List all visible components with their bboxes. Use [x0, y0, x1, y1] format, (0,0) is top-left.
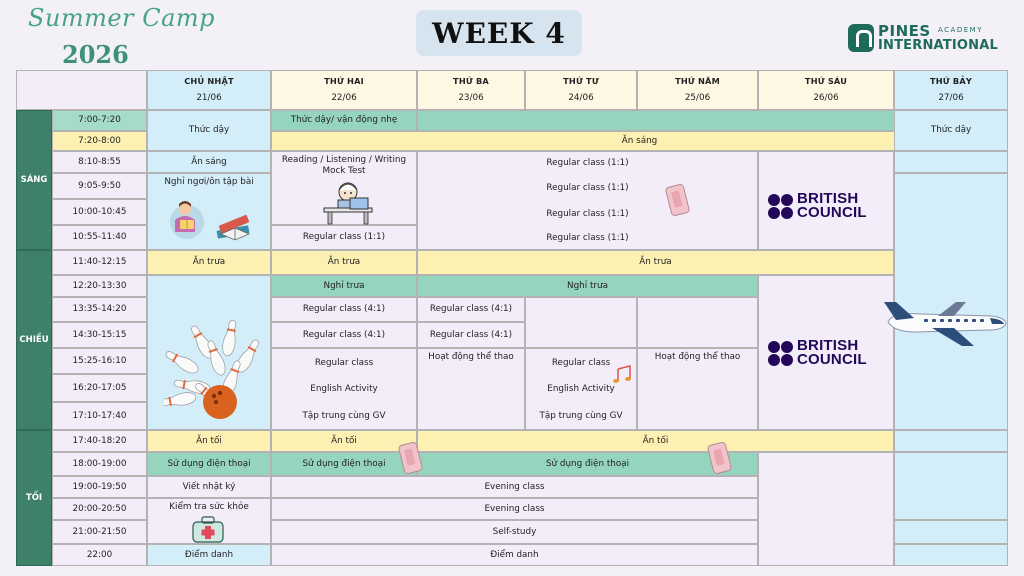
day-date: 24/06 [568, 93, 594, 104]
day-name: THỨ SÁU [804, 75, 848, 86]
day-date: 26/06 [813, 93, 839, 104]
time-slot [52, 430, 147, 452]
cell-text: 9:05-9:50 [78, 180, 121, 191]
cell-text: Regular class (1:1) [302, 232, 386, 242]
pines-academy-logo [846, 22, 1006, 56]
week-title: WEEK 4 [416, 10, 582, 56]
cell-text: 16:20-17:05 [72, 382, 127, 393]
schedule-cell-empty [525, 297, 637, 348]
day-header [894, 70, 1008, 110]
cell-text: Tập trung cùng GV [302, 411, 386, 421]
british-council-logo [768, 192, 867, 220]
brand-sub: INTERNATIONAL [878, 38, 998, 53]
time-slot [52, 151, 147, 173]
time-slot [52, 476, 147, 498]
cell-text: Evening class [484, 503, 545, 514]
cell-text: Điểm danh [490, 549, 539, 560]
schedule-cell [637, 348, 758, 430]
schedule-cell [271, 250, 417, 275]
corner-cell [16, 70, 147, 110]
schedule-cell [147, 544, 271, 566]
period-label [16, 430, 52, 566]
schedule-cell [271, 544, 758, 566]
brand-tag: ACADEMY [938, 26, 983, 34]
british-council-wordmark [797, 339, 867, 367]
books-icon [215, 210, 255, 242]
schedule-cell [417, 430, 894, 452]
cell-text: 10:00-10:45 [72, 206, 127, 217]
schedule-cell-empty [894, 544, 1008, 566]
schedule-cell-empty [894, 430, 1008, 452]
schedule-cell [147, 110, 271, 151]
cell-text: Reading / Listening / Writing Mock Test [281, 155, 407, 176]
cell-text: English Activity [310, 384, 378, 394]
summer-camp-logo [28, 4, 216, 69]
day-header [525, 70, 637, 110]
day-header [758, 70, 894, 110]
cell-text: Thức dậy/ vận động nhẹ [290, 115, 398, 125]
cell-text: Regular class (1:1) [546, 233, 629, 243]
cell-text: Regular class (4:1) [429, 329, 513, 340]
day-header [417, 70, 525, 110]
day-header [637, 70, 758, 110]
time-slot [52, 544, 147, 566]
schedule-cell [417, 348, 525, 430]
schedule-cell [271, 297, 417, 322]
schedule-cell [147, 476, 271, 498]
schedule-cell [417, 322, 525, 348]
schedule-cell [147, 430, 271, 452]
cell-text: 8:10-8:55 [78, 156, 121, 167]
schedule-cell [271, 430, 417, 452]
period-label [16, 110, 52, 250]
cell-text: Nghỉ ngơi/ôn tập bài [164, 177, 254, 187]
schedule-cell [271, 322, 417, 348]
cell-text: 15:25-16:10 [72, 355, 127, 366]
time-slot [52, 173, 147, 199]
bc-line1: BRITISH [797, 190, 859, 207]
time-slot [52, 199, 147, 225]
cell-text: Regular class [314, 358, 374, 368]
schedule-cell [147, 250, 271, 275]
cell-text: 7:20-8:00 [78, 135, 121, 146]
cell-text: Ăn trưa [327, 257, 361, 267]
bowling-icon [164, 320, 264, 420]
day-name: THỨ HAI [324, 75, 364, 86]
day-date: 27/06 [938, 93, 964, 104]
cell-text: CHIỀU [19, 334, 49, 345]
schedule-cell [271, 520, 758, 544]
schedule-cell-empty [894, 452, 1008, 520]
day-date: 25/06 [684, 93, 711, 104]
cell-text: Regular class (4:1) [429, 304, 513, 314]
cell-text: Evening class [484, 481, 545, 492]
cell-text: Regular class (1:1) [546, 209, 629, 219]
schedule-cell [894, 110, 1008, 151]
british-council-wordmark [797, 192, 867, 220]
british-council-logo [768, 339, 867, 367]
schedule-cell [271, 452, 417, 476]
summer-camp-script: Summer Camp [28, 4, 216, 32]
cell-text: 14:30-15:15 [72, 329, 127, 340]
schedule-cell [417, 297, 525, 322]
cell-text: Regular class (4:1) [302, 329, 386, 340]
day-header [271, 70, 417, 110]
day-header [147, 70, 271, 110]
cell-text: Sử dụng điện thoại [167, 458, 251, 469]
bc-line2: COUNCIL [797, 351, 867, 368]
cell-text: Sử dụng điện thoại [302, 458, 386, 469]
cell-text: 20:00-20:50 [72, 503, 127, 514]
schedule-cell [271, 275, 417, 297]
cell-text: Regular class [551, 358, 611, 368]
schedule-cell [417, 452, 758, 476]
british-council-dots-icon [768, 194, 793, 219]
cell-text: Tập trung cùng GV [539, 411, 623, 421]
cell-text: Hoạt động thể thao [654, 352, 741, 362]
cell-text: Ăn sáng [621, 135, 658, 146]
cell-text: Nghỉ trưa [566, 280, 608, 291]
schedule-cell-empty [894, 151, 1008, 173]
day-name: THỨ BẢY [929, 75, 973, 86]
day-date: 23/06 [458, 93, 484, 104]
cell-text: Ăn trưa [192, 257, 226, 267]
schedule-cell-empty [637, 297, 758, 348]
brand-name: PINES [878, 22, 931, 40]
schedule-cell-empty [894, 520, 1008, 544]
time-slot [52, 374, 147, 402]
time-slot [52, 498, 147, 520]
day-date: 21/06 [196, 93, 222, 104]
time-slot [52, 131, 147, 151]
time-slot [52, 275, 147, 297]
student-laptop-icon [320, 178, 378, 226]
time-slot [52, 402, 147, 430]
cell-text: Viết nhật ký [182, 481, 236, 492]
time-slot [52, 452, 147, 476]
schedule-cell [271, 498, 758, 520]
cell-text: Regular class (4:1) [302, 304, 386, 314]
girl-reading-icon [165, 198, 209, 240]
schedule-cell [271, 110, 417, 131]
bc-line2: COUNCIL [797, 204, 867, 221]
cell-text: 10:55-11:40 [72, 232, 127, 242]
cell-text: Ăn sáng [191, 156, 227, 167]
weekly-schedule-table [16, 70, 1008, 566]
day-name: THỨ TƯ [563, 75, 599, 86]
time-slot [52, 520, 147, 544]
british-council-dots-icon [768, 341, 793, 366]
day-name: THỨ BA [453, 75, 489, 86]
cell-text: 17:10-17:40 [72, 410, 127, 421]
first-aid-kit-icon [190, 514, 226, 544]
cell-text: 13:35-14:20 [72, 304, 127, 314]
cell-text: English Activity [547, 384, 615, 394]
cell-text: 19:00-19:50 [72, 481, 127, 492]
cell-text: Ăn trưa [639, 257, 672, 267]
schedule-cell [417, 275, 758, 297]
cell-text: Regular class (1:1) [546, 158, 629, 168]
schedule-cell [417, 250, 894, 275]
schedule-cell-empty [758, 452, 894, 566]
day-name: CHỦ NHẬT [184, 75, 234, 86]
cell-text: 18:00-19:00 [72, 458, 127, 469]
time-slot [52, 322, 147, 348]
cell-text: Hoạt động thể thao [428, 352, 514, 362]
time-slot [52, 348, 147, 374]
cell-text: 11:40-12:15 [72, 257, 127, 267]
cell-text: 22:00 [86, 549, 113, 560]
day-date: 22/06 [331, 93, 357, 104]
cell-text: Sử dụng điện thoại [545, 458, 630, 469]
airplane-icon [882, 296, 1008, 348]
camp-year: 2026 [62, 40, 129, 69]
cell-text: Điểm danh [184, 549, 234, 560]
cell-text: Thức dậy [930, 125, 972, 135]
cell-text: 7:00-7:20 [78, 115, 121, 125]
cell-text: Kiểm tra sức khỏe [169, 502, 249, 512]
schedule-cell [271, 476, 758, 498]
cell-text: Ăn tối [196, 435, 222, 446]
period-label [16, 250, 52, 430]
cell-text: 17:40-18:20 [72, 435, 127, 446]
music-notes-icon [612, 365, 636, 387]
schedule-cell [271, 225, 417, 250]
cell-text: Thức dậy [188, 125, 230, 135]
time-slot [52, 225, 147, 250]
cell-text: TỐI [25, 492, 43, 503]
time-slot [52, 250, 147, 275]
time-slot [52, 297, 147, 322]
cell-text: Self-study [492, 526, 537, 537]
schedule-cell [147, 452, 271, 476]
schedule-cell [147, 151, 271, 173]
day-name: THỨ NĂM [675, 75, 720, 86]
cell-text: SÁNG [20, 174, 48, 185]
time-slot [52, 110, 147, 131]
cell-text: Ăn tối [642, 435, 669, 446]
cell-text: Ăn tối [331, 435, 357, 446]
cell-text: Nghỉ trưa [323, 280, 365, 291]
cell-text: Regular class (1:1) [546, 183, 629, 193]
pines-logo-icon [848, 24, 874, 52]
cell-text: 21:00-21:50 [72, 526, 127, 537]
cell-text: 12:20-13:30 [72, 280, 127, 291]
bc-line1: BRITISH [797, 337, 859, 354]
